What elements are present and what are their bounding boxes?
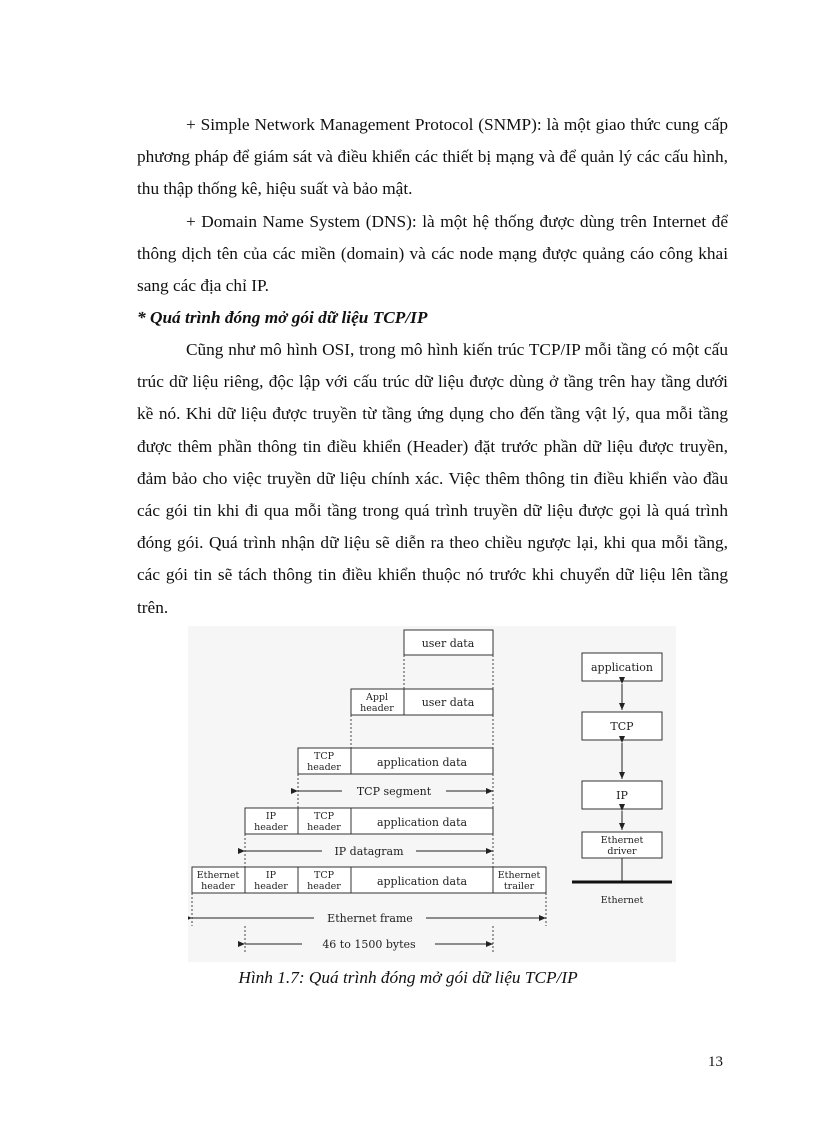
label-user-data-2: user data	[421, 696, 475, 709]
section-heading-text: * Quá trình đóng mở gói dữ liệu TCP/IP	[137, 308, 428, 327]
label-eth-header-r5: header	[201, 881, 235, 892]
label-ip-header-r5: header	[254, 881, 288, 892]
label-tcp-r5: TCP	[314, 870, 334, 881]
label-eth-trailer: Ethernet	[497, 870, 541, 881]
label-appl-header: header	[360, 703, 394, 714]
label-ethernet-frame: Ethernet frame	[327, 912, 413, 925]
label-tcp-header-r5: header	[307, 881, 341, 892]
paragraph-snmp	[137, 109, 728, 206]
label-tcp-r4: TCP	[314, 811, 334, 822]
label-application-data-r3: application data	[376, 756, 468, 769]
label-tcp-r3: TCP	[314, 751, 334, 762]
label-application-data-r4: application data	[376, 816, 468, 829]
label-eth-trailer-2: trailer	[503, 881, 535, 892]
figure-caption: Hình 1.7: Quá trình đóng mở gói dữ liệu TCP/IP	[238, 968, 578, 987]
snmp-text: + Simple Network Management Protocol (SNMP): là một giao thức cung cấp phương pháp để giám sát và điều khiển các thiết bị mạng và để quản lý các cấu hình, thu thập thống kê, hiệu suất và bảo mật.	[137, 115, 728, 199]
label-ip-header-r4: header	[254, 822, 288, 833]
label-stack-driver-2: driver	[607, 846, 637, 857]
encapsulation-figure	[188, 626, 676, 962]
dns-text: + Domain Name System (DNS): là một hệ thống được dùng trên Internet để thông dịch tên của các miền (domain) và các node mạng được quảng cáo công khai sang các địa chỉ IP.	[137, 212, 728, 296]
label-ip-r5: IP	[265, 870, 277, 881]
label-tcp-header-r4: header	[307, 822, 341, 833]
label-eth-r5: Ethernet	[196, 870, 240, 881]
label-stack-ip: IP	[616, 789, 628, 802]
body-text: Cũng như mô hình OSI, trong mô hình kiến trúc TCP/IP mỗi tầng có một cấu trúc dữ liệu riêng, độc lập với cấu trúc dữ liệu được dùng ở tầng trên hay tầng dưới kề nó. Khi dữ liệu được truyền từ tầng ứng dụng cho đến tầng vật lý, qua mỗi tầng được thêm phần thông tin điều khiển (Header) đặt trước phần dữ liệu được truyền, đảm bảo cho việc truyền dữ liệu chính xác. Việc thêm thông tin điều khiển vào đầu các gói tin khi đi qua mỗi tầng trong quá trình truyền dữ liệu được gọi là quá trình đóng gói. Quá trình nhận dữ liệu sẽ diễn ra theo chiều ngược lại, khi qua mỗi tầng, các gói tin sẽ tách thông tin điều khiển thuộc nó trước khi chuyển dữ liệu lên tầng trên.	[137, 340, 728, 617]
label-stack-ethernet: Ethernet	[600, 895, 644, 906]
encapsulation-diagram	[188, 626, 676, 962]
label-user-data: user data	[421, 637, 475, 650]
label-stack-driver: Ethernet	[600, 835, 644, 846]
label-tcp-segment: TCP segment	[356, 785, 432, 798]
label-ip-datagram: IP datagram	[334, 845, 404, 858]
label-stack-application: application	[590, 661, 654, 674]
label-ip-r4: IP	[265, 811, 277, 822]
label-bytes-range: 46 to 1500 bytes	[322, 938, 416, 951]
page-number: 13	[708, 1054, 723, 1070]
label-appl: Appl	[365, 692, 389, 703]
label-stack-tcp: TCP	[610, 720, 634, 733]
label-application-data-r5: application data	[376, 875, 468, 888]
label-tcp-header-r3: header	[307, 762, 341, 773]
section-heading	[137, 302, 728, 334]
paragraph-dns	[137, 206, 728, 303]
paragraph-body	[137, 334, 728, 624]
